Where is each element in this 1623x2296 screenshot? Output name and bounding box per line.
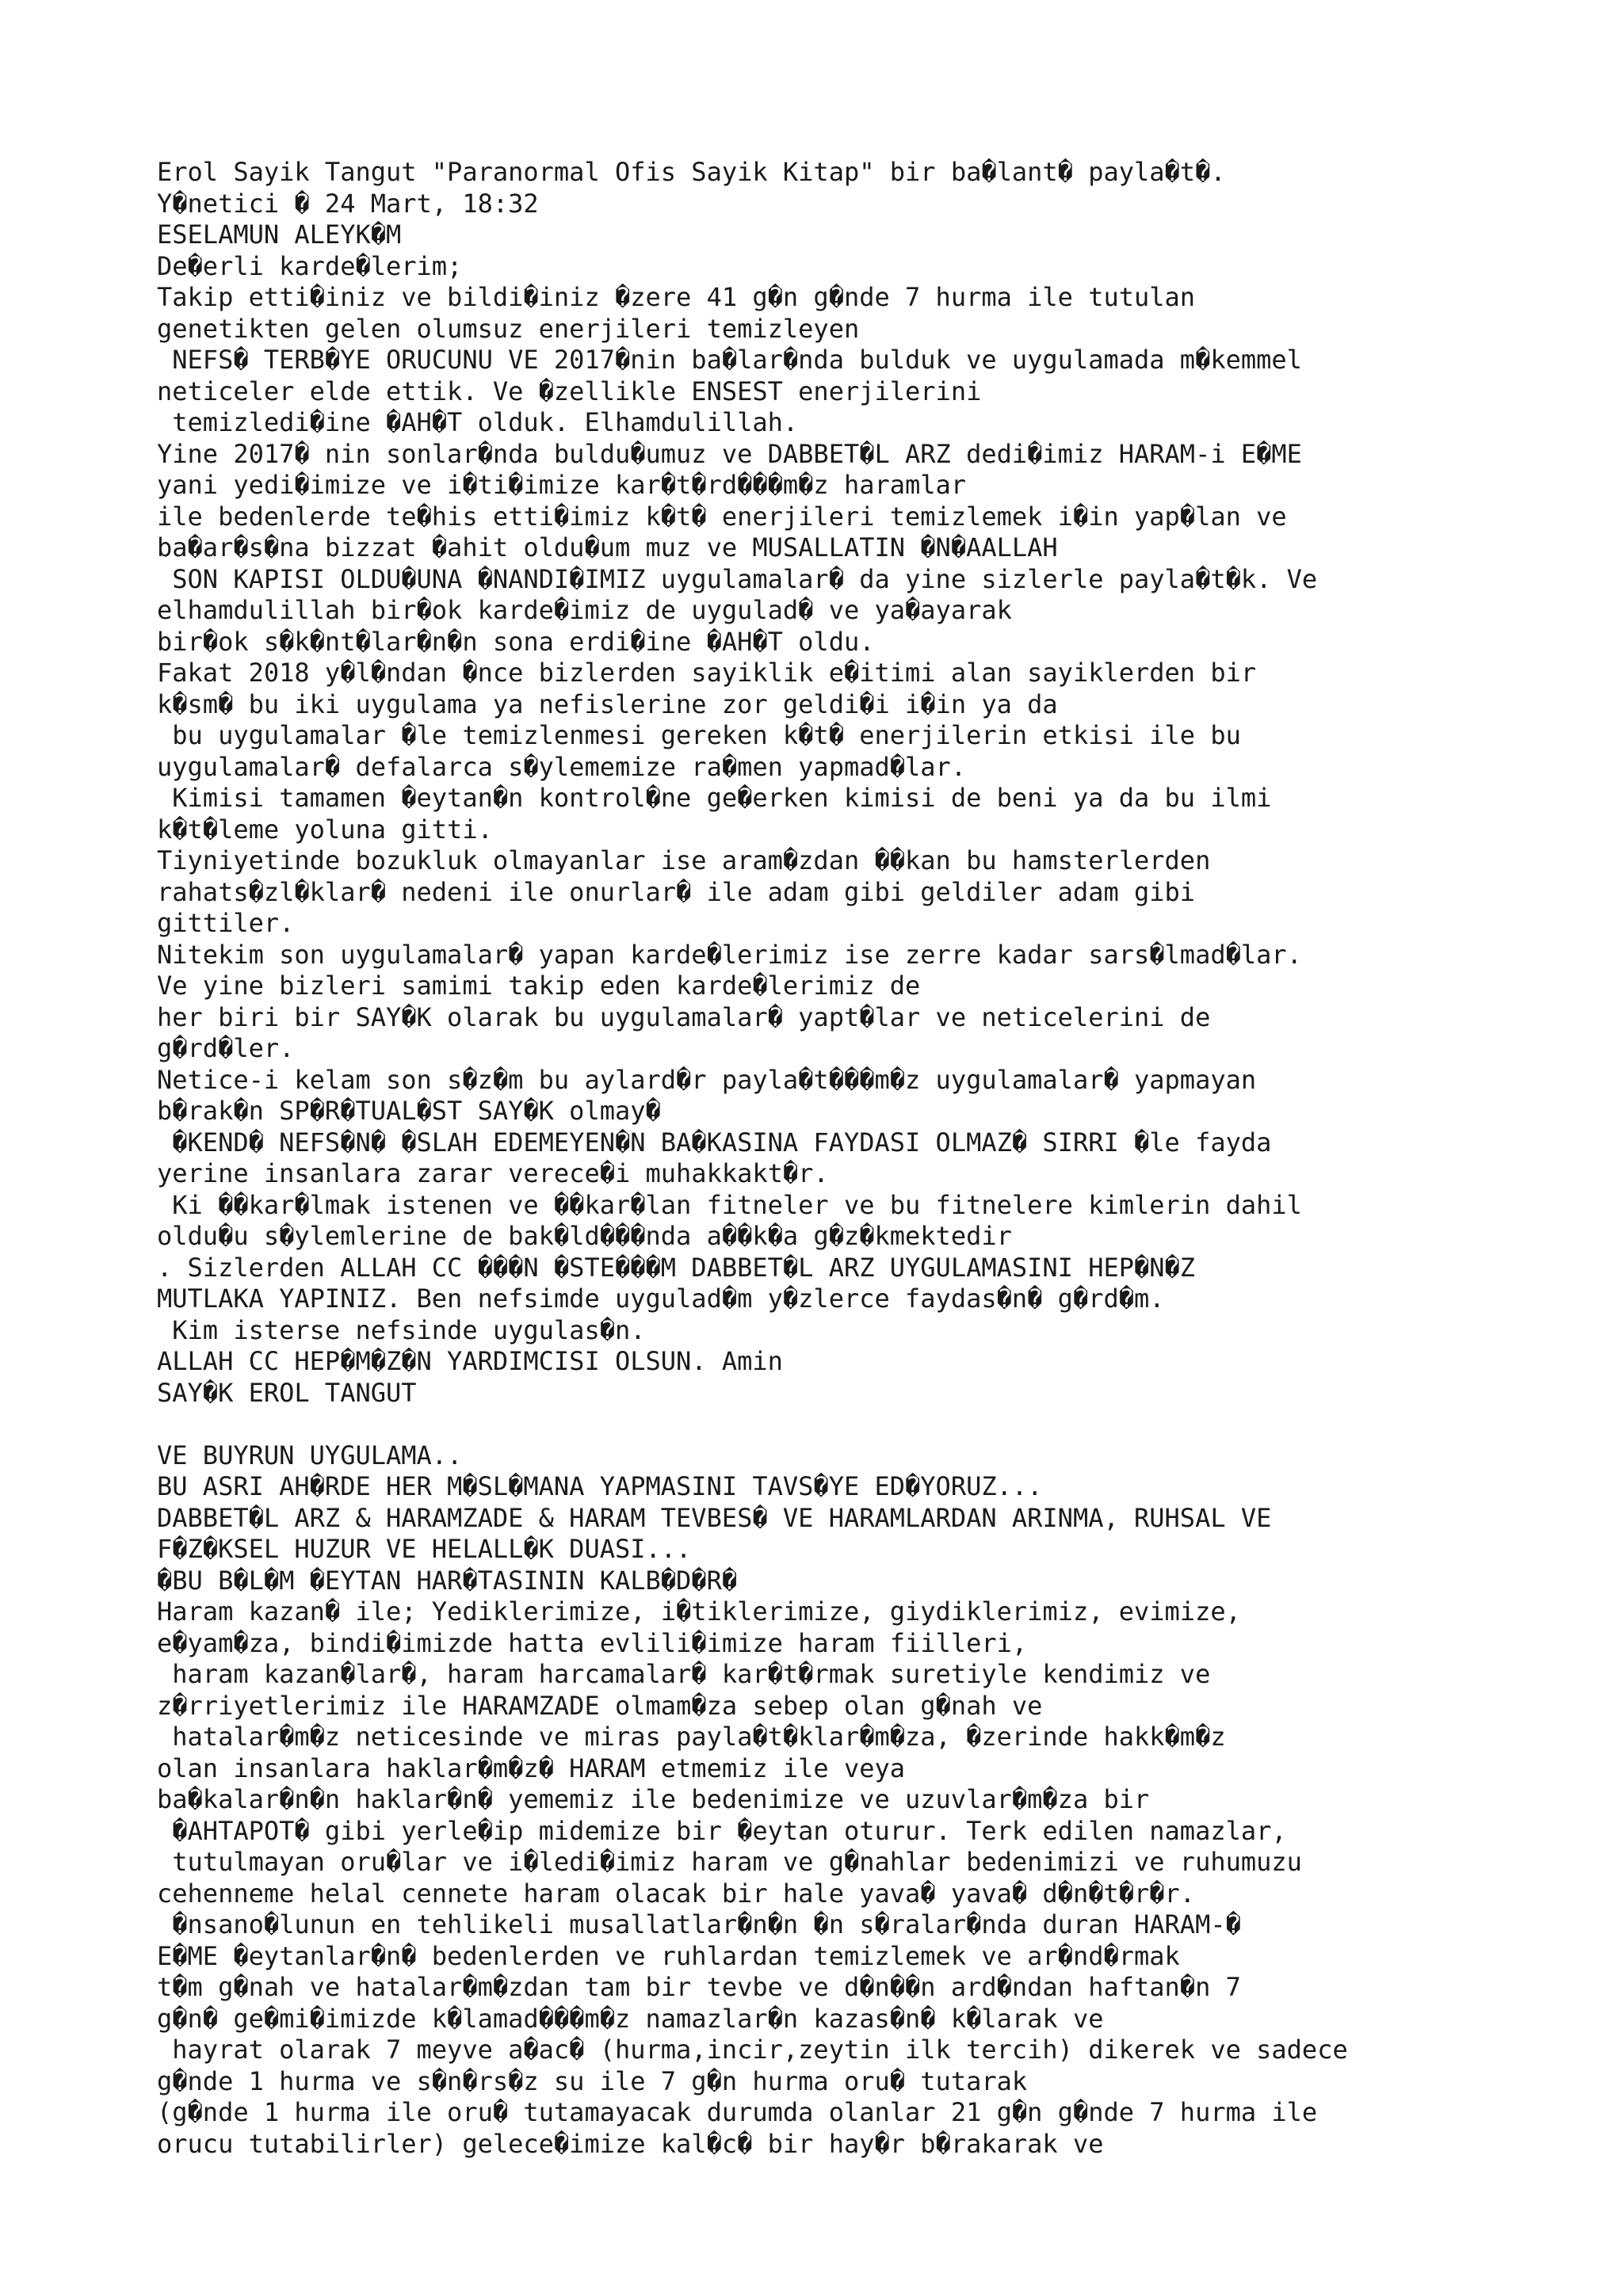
document-line: oldu�u s�ylemlerine de bak�ld���nda a��k�a g�z�kmektedir bbox=[157, 1221, 1012, 1251]
document-line: �KEND� NEFS�N� �SLAH EDEMEYEN�N BA�KASINA FAYDASI OLMAZ� SIRRI �le fayda bbox=[157, 1127, 1272, 1158]
document-line: Kimisi tamamen �eytan�n kontrol�ne ge�erken kimisi de beni ya da bu ilmi bbox=[157, 783, 1272, 813]
document-body bbox=[157, 157, 1599, 2160]
document-line: NEFS� TERB�YE ORUCUNU VE 2017�nin ba�lar�nda bulduk ve uygulamada m�kemmel bbox=[157, 345, 1302, 375]
document-line: De�erli karde�lerim; bbox=[157, 250, 463, 281]
document-line: E�ME �eytanlar�n� bedenlerden ve ruhlardan temizlemek ve ar�nd�rmak bbox=[157, 1940, 1180, 1971]
document-line: ile bedenlerde te�his etti�imiz k�t� enerjileri temizlemek i�in yap�lan ve bbox=[157, 501, 1287, 532]
document-line: Yine 2017� nin sonlar�nda buldu�umuz ve DABBET�L ARZ dedi�imiz HARAM-i E�ME bbox=[157, 438, 1302, 469]
document-line: Takip etti�iniz ve bildi�iniz �zere 41 g�n g�nde 7 hurma ile tutulan bbox=[157, 282, 1196, 312]
document-line: Haram kazan� ile; Yediklerimize, i�tiklerimize, giydiklerimiz, evimize, bbox=[157, 1596, 1241, 1627]
document-line: Y�netici � 24 Mart, 18:32 bbox=[157, 188, 539, 219]
document-line: gittiler. bbox=[157, 908, 295, 938]
document-line: g�n� ge�mi�imizde k�lamad���m�z namazlar�n kazas�n� k�larak ve bbox=[157, 2003, 1104, 2034]
document-line: temizledi�ine �AH�T olduk. Elhamdulillah. bbox=[157, 407, 799, 437]
document-line: ESELAMUN ALEYK�M bbox=[157, 219, 402, 250]
document-line: DABBET�L ARZ & HARAMZADE & HARAM TEVBES� VE HARAMLARDAN ARINMA, RUHSAL VE bbox=[157, 1502, 1272, 1533]
document-line: b�rak�n SP�R�TUAL�ST SAY�K olmay� bbox=[157, 1096, 661, 1126]
document-line: ba�ar�s�na bizzat �ahit oldu�um muz ve MUSALLATIN �N�AALLAH bbox=[157, 532, 1058, 563]
document-line: neticeler elde ettik. Ve �zellikle ENSEST enerjilerini bbox=[157, 376, 982, 406]
document-line: her biri bir SAY�K olarak bu uygulamalar� yapt�lar ve neticelerini de bbox=[157, 1001, 1211, 1032]
document-line: rahats�zl�klar� nedeni ile onurlar� ile adam gibi geldiler adam gibi bbox=[157, 876, 1196, 907]
document-line: bu uygulamalar �le temizlenmesi gereken k�t� enerjilerin etkisi ile bu bbox=[157, 720, 1241, 750]
document-line: t�m g�nah ve hatalar�m�zdan tam bir tevbe ve d�n��n ard�ndan haftan�n 7 bbox=[157, 1972, 1241, 2002]
document-line: �AHTAPOT� gibi yerle�ip midemize bir �eytan oturur. Terk edilen namazlar, bbox=[157, 1815, 1287, 1846]
document-line: yani yedi�imize ve i�ti�imize kar�t�rd���m�z haramlar bbox=[157, 470, 967, 500]
document-line: elhamdulillah bir�ok karde�imiz de uygulad� ve ya�ayarak bbox=[157, 595, 1012, 625]
document-line: Nitekim son uygulamalar� yapan karde�lerimiz ise zerre kadar sars�lmad�lar. bbox=[157, 939, 1302, 970]
document-line: k�sm� bu iki uygulama ya nefislerine zor geldi�i i�in ya da bbox=[157, 688, 1058, 719]
document-line: Erol Sayik Tangut "Paranormal Ofis Sayik Kitap" bir ba�lant� payla�t�. bbox=[157, 157, 1226, 187]
document-line: Ki ��kar�lmak istenen ve ��kar�lan fitneler ve bu fitnelere kimlerin dahil bbox=[157, 1189, 1302, 1220]
document-line: tutulmayan oru�lar ve i�ledi�imiz haram ve g�nahlar bedenimizi ve ruhumuzu bbox=[157, 1847, 1302, 1877]
document-line: (g�nde 1 hurma ile oru� tutamayacak durumda olanlar 21 g�n g�nde 7 hurma ile bbox=[157, 2097, 1318, 2127]
document-line: SAY�K EROL TANGUT bbox=[157, 1377, 417, 1408]
document-line: orucu tutabilirler) gelece�imize kal�c� bir hay�r b�rakarak ve bbox=[157, 2128, 1104, 2159]
document-line: Fakat 2018 y�l�ndan �nce bizlerden sayiklik e�itimi alan sayiklerden bir bbox=[157, 658, 1257, 688]
document-line: F�Z�KSEL HUZUR VE HELALL�K DUASI... bbox=[157, 1534, 692, 1564]
document-line: MUTLAKA YAPINIZ. Ben nefsimde uygulad�m y�zlerce faydas�n� g�rd�m. bbox=[157, 1283, 1165, 1314]
document-line: k�t�leme yoluna gitti. bbox=[157, 814, 493, 845]
document-line: ALLAH CC HEP�M�Z�N YARDIMCISI OLSUN. Amin bbox=[157, 1346, 783, 1376]
document-line: haram kazan�lar�, haram harcamalar� kar�t�rmak suretiyle kendimiz ve bbox=[157, 1659, 1211, 1689]
document-line: ba�kalar�n�n haklar�n� yememiz ile bedenimize ve uzuvlar�m�za bir bbox=[157, 1784, 1150, 1814]
document-line: yerine insanlara zarar verece�i muhakkakt�r. bbox=[157, 1158, 829, 1188]
document-line: g�rd�ler. bbox=[157, 1033, 295, 1063]
document-line bbox=[157, 1409, 1599, 1440]
document-line: z�rriyetlerimiz ile HARAMZADE olmam�za sebep olan g�nah ve bbox=[157, 1690, 1043, 1721]
document-line: �BU B�L�M �EYTAN HAR�TASININ KALB�D�R� bbox=[157, 1565, 738, 1596]
document-line: �nsano�lunun en tehlikeli musallatlar�n�n �n s�ralar�nda duran HARAM-� bbox=[157, 1909, 1241, 1939]
document-line: Ve yine bizleri samimi takip eden karde�lerimiz de bbox=[157, 971, 921, 1001]
document-line: hatalar�m�z neticesinde ve miras payla�t�klar�m�za, �zerinde hakk�m�z bbox=[157, 1722, 1226, 1752]
document-line: . Sizlerden ALLAH CC ���N �STE���M DABBET�L ARZ UYGULAMASINI HEP�N�Z bbox=[157, 1252, 1196, 1283]
document-line: uygulamalar� defalarca s�ylememize ra�men yapmad�lar. bbox=[157, 751, 967, 782]
document-line: bir�ok s�k�nt�lar�n�n sona erdi�ine �AH�T oldu. bbox=[157, 626, 875, 657]
document-line: Kim isterse nefsinde uygulas�n. bbox=[157, 1314, 646, 1345]
document-line: g�nde 1 hurma ve s�n�rs�z su ile 7 g�n hurma oru� tutarak bbox=[157, 2065, 1028, 2096]
document-line: genetikten gelen olumsuz enerjileri temizleyen bbox=[157, 313, 860, 344]
document-line: cehenneme helal cennete haram olacak bir hale yava� yava� d�n�t�r�r. bbox=[157, 1878, 1196, 1909]
document-line: hayrat olarak 7 meyve a�ac� (hurma,incir,zeytin ilk tercih) dikerek ve sadece bbox=[157, 2035, 1348, 2065]
document-line: Netice-i kelam son s�z�m bu aylard�r payla�t���m�z uygulamalar� yapmayan bbox=[157, 1064, 1257, 1095]
document-line: e�yam�za, bindi�imizde hatta evlili�imize haram fiilleri, bbox=[157, 1627, 1028, 1658]
document-line: VE BUYRUN UYGULAMA.. bbox=[157, 1440, 463, 1470]
document-line: Tiyniyetinde bozukluk olmayanlar ise aram�zdan ��kan bu hamsterlerden bbox=[157, 845, 1211, 875]
document-line: BU ASRI AH�RDE HER M�SL�MANA YAPMASINI TAVS�YE ED�YORUZ... bbox=[157, 1471, 1043, 1501]
document-line: olan insanlara haklar�m�z� HARAM etmemiz ile veya bbox=[157, 1753, 906, 1783]
document-line: SON KAPISI OLDU�UNA �NANDI�IMIZ uygulamalar� da yine sizlerle payla�t�k. Ve bbox=[157, 563, 1318, 594]
